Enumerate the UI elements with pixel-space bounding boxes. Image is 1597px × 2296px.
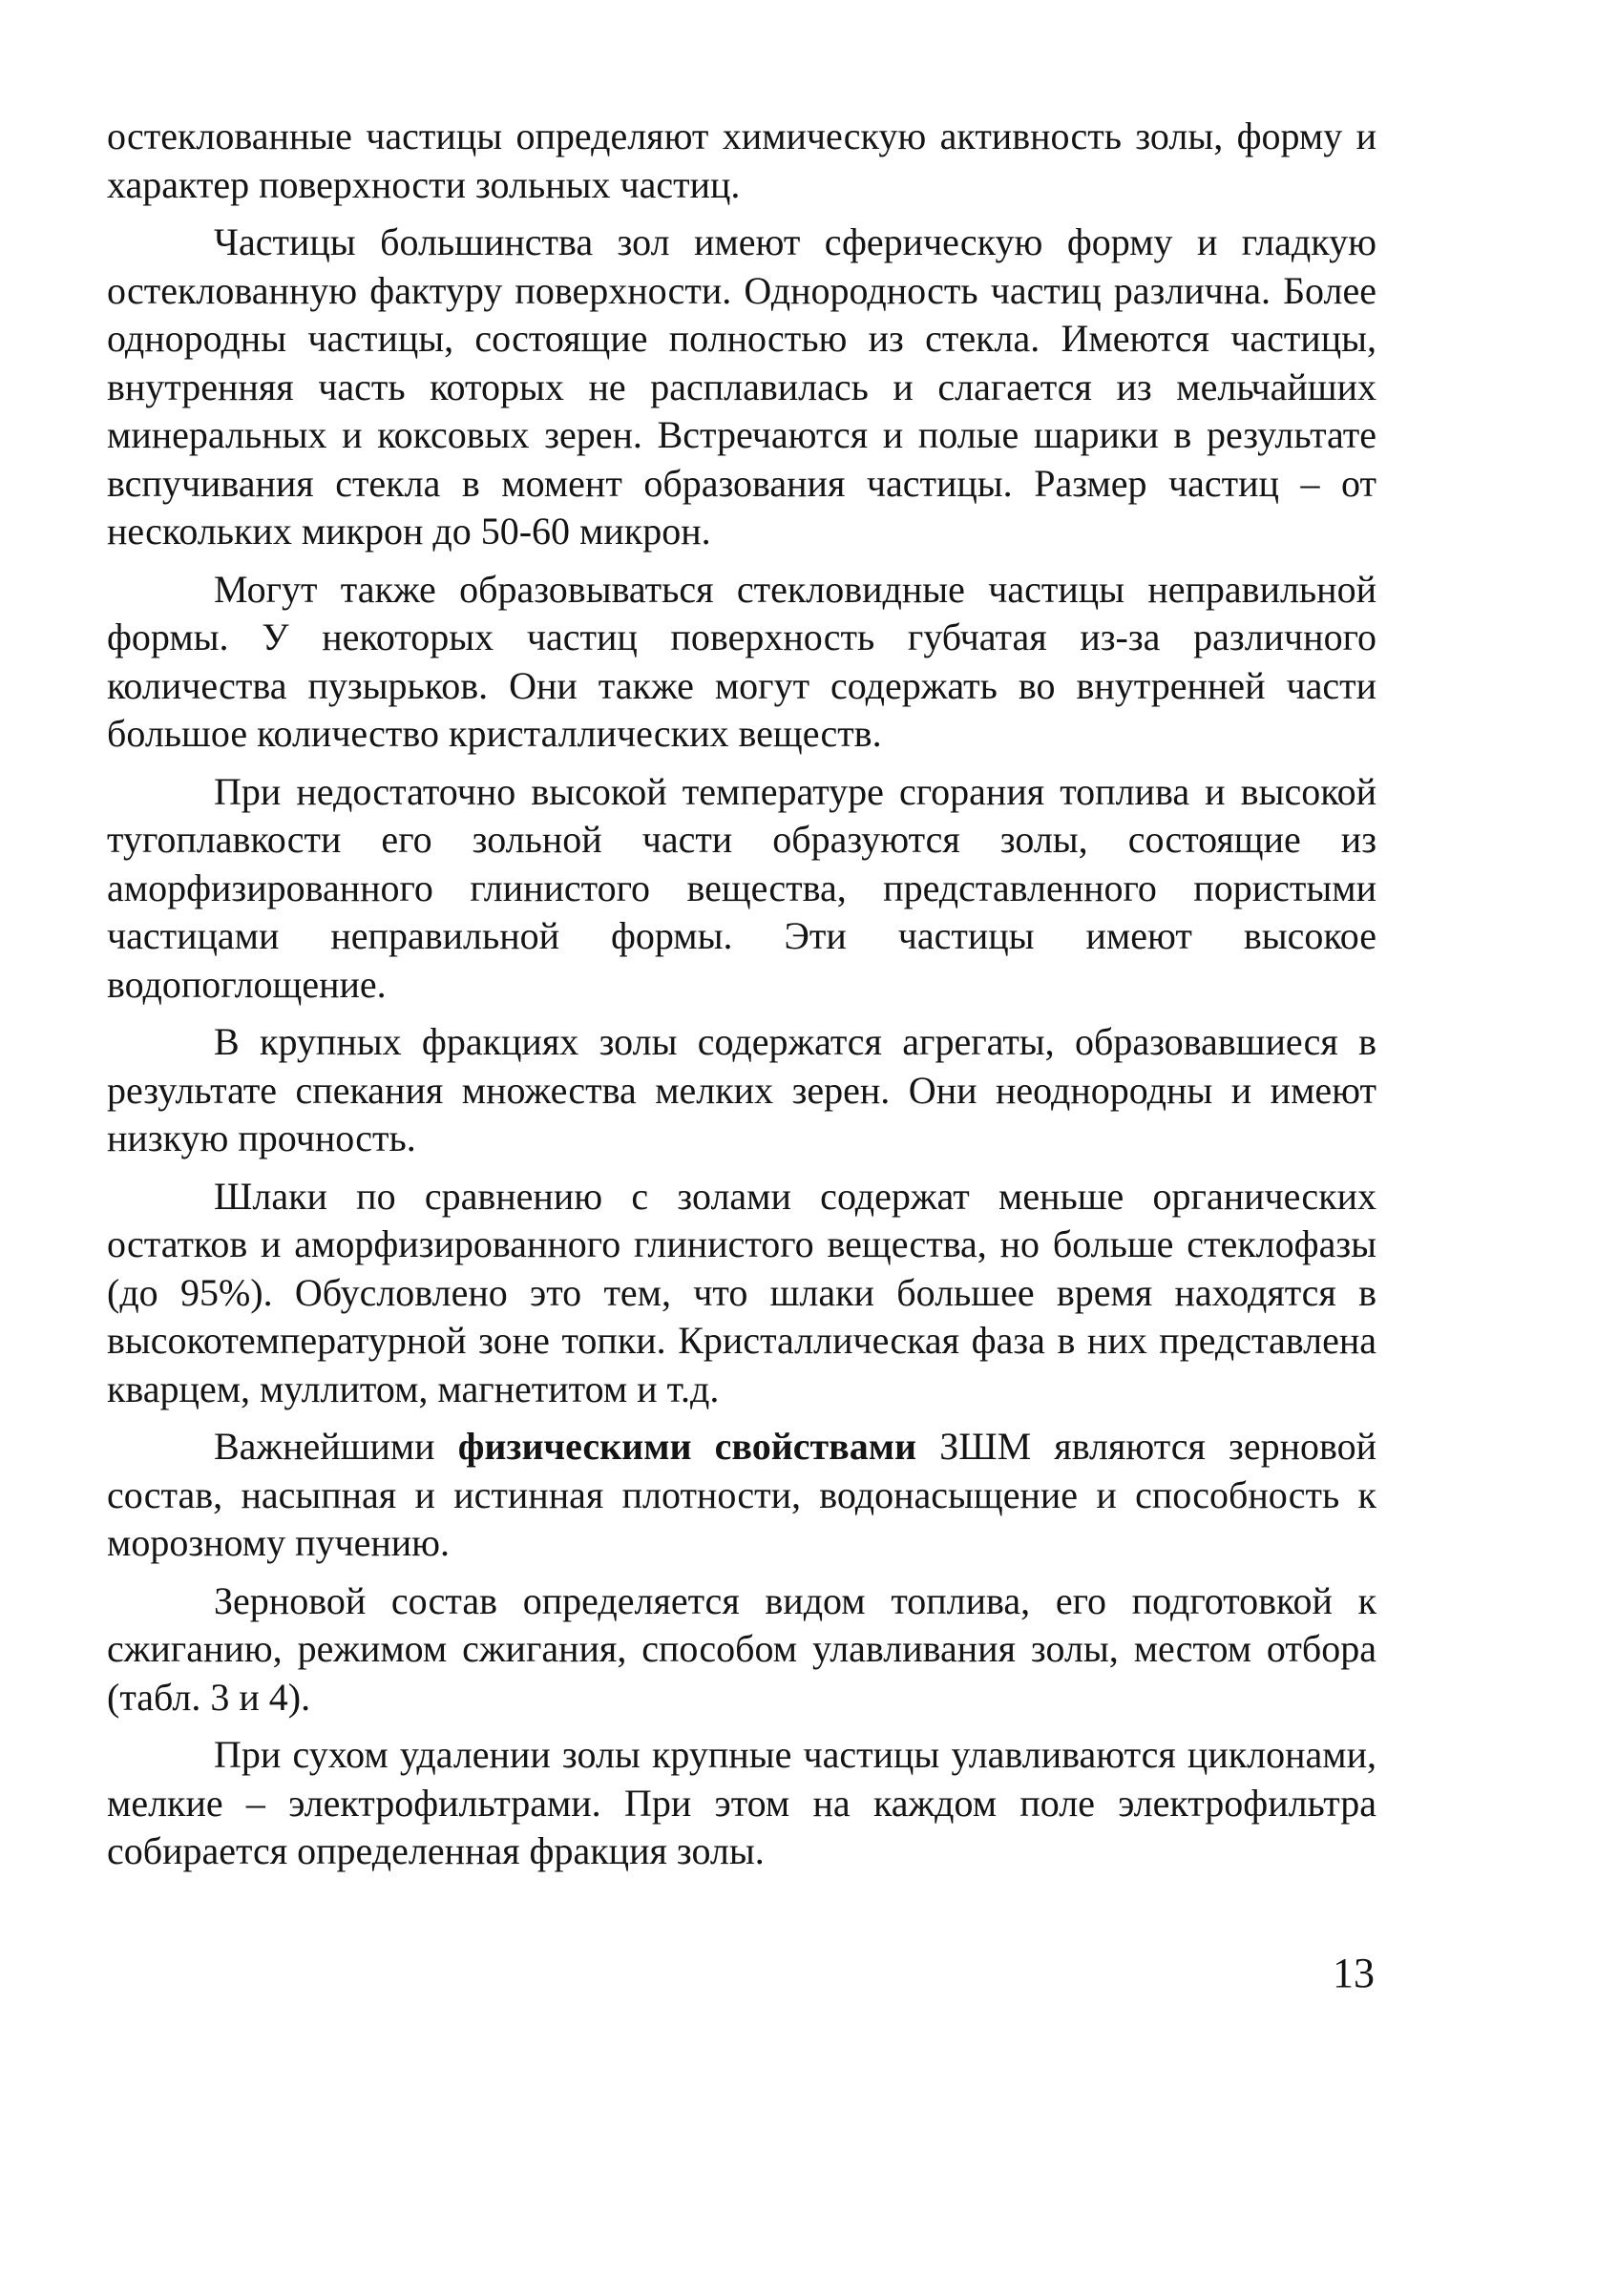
page-number: 13 [1333,1950,1375,1996]
properties-text-after: ЗШМ являются зерновой состав, насыпная и истинная плотности, водонасыщение и способность к морозному пучению. [107,1425,1377,1564]
body-text [107,113,1376,1886]
paragraph-slags: Шлаки по сравнению с золами содержат меньше органических остатков и аморфизированного глинистого вещества, но больше стеклофазы (до 95%). Обусловлено это тем, что шлаки большее время находятся в высокотемпературной зоне топки. Кристаллическая фаза в них представлена кварцем, муллитом, магнетитом и т.д. [107,1174,1376,1410]
properties-text-before: Важнейшими [214,1425,458,1468]
paragraph-low-temperature: При недостаточно высокой температуре сгорания топлива и высокой тугоплавкости его зольной части образуются золы, состоящие из аморфизированного глинистого вещества, представленного пористыми частицами неправильной формы. Эти частицы имеют высокое водопоглощение. [107,769,1376,1006]
paragraph-coarse-fractions: В крупных фракциях золы содержатся агрегаты, образовавшиеся в результате спекания множества мелких зерен. Они неоднородны и имеют низкую прочность. [107,1020,1376,1159]
properties-bold-term: физическими свойствами [457,1425,917,1468]
paragraph-continuation: остеклованные частицы определяют химическую активность золы, форму и характер поверхности зольных частиц. [107,115,1376,206]
paragraph-irregular-particles: Могут также образовываться стекловидные частицы неправильной формы. У некоторых частиц поверхность губчатая из-за различного количества пузырьков. Они также могут содержать во внутренней части большое количество кристаллических веществ. [107,567,1376,755]
paragraph-physical-properties [107,1423,1376,1568]
paragraph-particle-shape: Частицы большинства зол имеют сферическую форму и гладкую остеклованную фактуру поверхности. Однородность частиц различна. Более однородны частицы, состоящие полностью из стекла. Имеются частицы, внутренняя часть которых не расплавилась и слагается из мельчайших минеральных и коксовых зерен. Встречаются и полые шарики в результате вспучивания стекла в момент образования частицы. Размер частиц – от нескольких микрон до 50-60 микрон. [107,220,1376,553]
paragraph-grain-composition: Зерновой состав определяется видом топлива, его подготовкой к сжиганию, режимом сжигания, способом улавливания золы, местом отбора (табл. 3 и 4). [107,1578,1376,1719]
paragraph-dry-removal: При сухом удалении золы крупные частицы улавливаются циклонами, мелкие – электрофильтрами. При этом на каждом поле электрофильтра собирается определенная фракция золы. [107,1733,1376,1872]
